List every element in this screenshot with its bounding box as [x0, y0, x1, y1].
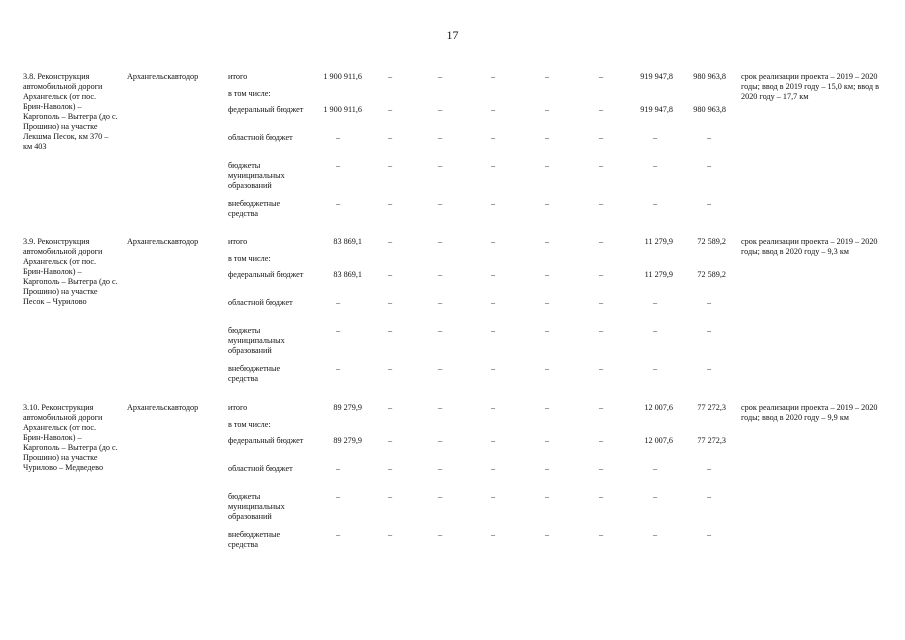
- empty-year-cell: –: [545, 237, 550, 246]
- empty-year-cell: –: [388, 133, 393, 142]
- total-amount: –: [335, 464, 341, 473]
- empty-year-cell: –: [491, 133, 496, 142]
- empty-year-cell: –: [388, 270, 393, 279]
- project-note: срок реализации проекта – 2019 – 2020 годы; ввод в 2020 году – 9,3 км: [741, 237, 878, 256]
- empty-year-cell: –: [438, 133, 443, 142]
- project-note: срок реализации проекта – 2019 – 2020 годы; ввод в 2020 году – 9,9 км: [741, 403, 878, 422]
- funding-source-label: бюджеты муниципальных образований: [228, 492, 285, 521]
- amount-2020: –: [706, 326, 712, 335]
- empty-year-cell: –: [438, 530, 443, 539]
- empty-year-cell: –: [438, 326, 443, 335]
- amount-2020: –: [706, 492, 712, 501]
- amount-2020: 77 272,3: [697, 436, 726, 445]
- project-note: срок реализации проекта – 2019 – 2020 годы; ввод в 2019 году – 15,0 км; ввод в 2020 году – 17,7 км: [741, 72, 880, 101]
- empty-year-cell: –: [438, 237, 443, 246]
- empty-year-cell: –: [491, 161, 496, 170]
- project-executor: Архангельскавтодор: [127, 72, 199, 81]
- empty-year-cell: –: [545, 298, 550, 307]
- project-name: 3.8. Реконструкция автомобильной дороги Архангельск (от пос. Брин-Наволок) – Каргополь – Вытегра (до с. Прошино) на участке Лекшма Песок, км 370 – км 403: [23, 72, 118, 151]
- empty-year-cell: –: [545, 492, 550, 501]
- amount-2019: 11 279,9: [644, 270, 673, 279]
- empty-year-cell: –: [599, 72, 604, 81]
- empty-year-cell: –: [491, 403, 496, 412]
- amount-2019: –: [652, 199, 658, 208]
- amount-2019: 12 007,6: [644, 403, 673, 412]
- project-executor: Архангельскавтодор: [127, 403, 199, 412]
- amount-2020: –: [706, 298, 712, 307]
- amount-2019: 12 007,6: [644, 436, 673, 445]
- amount-2020: 77 272,3: [697, 403, 726, 412]
- empty-year-cell: –: [438, 364, 443, 373]
- empty-year-cell: –: [388, 237, 393, 246]
- empty-year-cell: –: [545, 270, 550, 279]
- empty-year-cell: –: [599, 105, 604, 114]
- empty-year-cell: –: [545, 364, 550, 373]
- empty-year-cell: –: [438, 492, 443, 501]
- funding-source-label: областной бюджет: [228, 298, 293, 307]
- total-amount: 89 279,9: [333, 436, 362, 445]
- total-amount: 89 279,9: [333, 403, 362, 412]
- empty-year-cell: –: [491, 326, 496, 335]
- empty-year-cell: –: [599, 530, 604, 539]
- empty-year-cell: –: [491, 492, 496, 501]
- amount-2020: –: [706, 464, 712, 473]
- funding-source-label: в том числе:: [228, 420, 271, 429]
- funding-source-label: в том числе:: [228, 89, 271, 98]
- empty-year-cell: –: [491, 270, 496, 279]
- empty-year-cell: –: [599, 270, 604, 279]
- total-amount: –: [335, 492, 341, 501]
- empty-year-cell: –: [599, 403, 604, 412]
- empty-year-cell: –: [545, 326, 550, 335]
- empty-year-cell: –: [491, 436, 496, 445]
- funding-source-label: в том числе:: [228, 254, 271, 263]
- empty-year-cell: –: [545, 403, 550, 412]
- funding-source-label: федеральный бюджет: [228, 270, 304, 279]
- project-executor: Архангельскавтодор: [127, 237, 199, 246]
- amount-2020: –: [706, 199, 712, 208]
- amount-2020: 72 589,2: [697, 270, 726, 279]
- empty-year-cell: –: [599, 298, 604, 307]
- funding-source-label: областной бюджет: [228, 133, 293, 142]
- total-amount: –: [335, 298, 341, 307]
- amount-2020: –: [706, 364, 712, 373]
- empty-year-cell: –: [388, 403, 393, 412]
- empty-year-cell: –: [599, 326, 604, 335]
- amount-2019: –: [652, 161, 658, 170]
- empty-year-cell: –: [491, 298, 496, 307]
- funding-source-label: бюджеты муниципальных образований: [228, 326, 285, 355]
- empty-year-cell: –: [545, 464, 550, 473]
- project-name: 3.10. Реконструкция автомобильной дороги Архангельск (от пос. Брин-Наволок) – Каргополь – Вытегра (до с. Прошино) на участке Чурилово – Медведево: [23, 403, 118, 472]
- total-amount: –: [335, 161, 341, 170]
- amount-2019: –: [652, 530, 658, 539]
- empty-year-cell: –: [599, 237, 604, 246]
- amount-2020: 72 589,2: [697, 237, 726, 246]
- page-number: 17: [446, 28, 459, 42]
- total-amount: –: [335, 364, 341, 373]
- total-amount: 1 900 911,6: [323, 105, 362, 114]
- empty-year-cell: –: [599, 492, 604, 501]
- empty-year-cell: –: [388, 530, 393, 539]
- empty-year-cell: –: [438, 161, 443, 170]
- funding-source-label: итого: [228, 403, 248, 412]
- total-amount: 1 900 911,6: [323, 72, 362, 81]
- amount-2019: –: [652, 364, 658, 373]
- total-amount: 83 869,1: [333, 270, 362, 279]
- amount-2020: –: [706, 133, 712, 142]
- empty-year-cell: –: [438, 436, 443, 445]
- total-amount: –: [335, 133, 341, 142]
- empty-year-cell: –: [388, 436, 393, 445]
- empty-year-cell: –: [438, 72, 443, 81]
- empty-year-cell: –: [388, 72, 393, 81]
- empty-year-cell: –: [388, 326, 393, 335]
- amount-2020: 980 963,8: [693, 105, 726, 114]
- total-amount: –: [335, 199, 341, 208]
- empty-year-cell: –: [491, 364, 496, 373]
- total-amount: –: [335, 530, 341, 539]
- amount-2020: 980 963,8: [693, 72, 726, 81]
- empty-year-cell: –: [545, 530, 550, 539]
- empty-year-cell: –: [438, 298, 443, 307]
- funding-source-label: итого: [228, 72, 248, 81]
- empty-year-cell: –: [438, 403, 443, 412]
- amount-2019: –: [652, 326, 658, 335]
- project-name: 3.9. Реконструкция автомобильной дороги Архангельск (от пос. Брин-Наволок) – Каргополь – Вытегра (до с. Прошино) на участке Песок – Чурилово: [23, 237, 118, 306]
- empty-year-cell: –: [491, 199, 496, 208]
- empty-year-cell: –: [599, 464, 604, 473]
- empty-year-cell: –: [599, 436, 604, 445]
- empty-year-cell: –: [599, 133, 604, 142]
- funding-source-label: внебюджетные средства: [228, 364, 281, 383]
- amount-2020: –: [706, 530, 712, 539]
- empty-year-cell: –: [599, 161, 604, 170]
- empty-year-cell: –: [388, 492, 393, 501]
- empty-year-cell: –: [545, 72, 550, 81]
- funding-source-label: федеральный бюджет: [228, 436, 304, 445]
- empty-year-cell: –: [491, 72, 496, 81]
- empty-year-cell: –: [438, 199, 443, 208]
- empty-year-cell: –: [491, 464, 496, 473]
- empty-year-cell: –: [388, 105, 393, 114]
- amount-2019: –: [652, 492, 658, 501]
- empty-year-cell: –: [491, 237, 496, 246]
- empty-year-cell: –: [599, 364, 604, 373]
- amount-2020: –: [706, 161, 712, 170]
- empty-year-cell: –: [545, 133, 550, 142]
- empty-year-cell: –: [388, 464, 393, 473]
- empty-year-cell: –: [438, 270, 443, 279]
- empty-year-cell: –: [599, 199, 604, 208]
- empty-year-cell: –: [388, 364, 393, 373]
- funding-source-label: внебюджетные средства: [228, 199, 281, 218]
- amount-2019: 11 279,9: [644, 237, 673, 246]
- total-amount: –: [335, 326, 341, 335]
- funding-source-label: бюджеты муниципальных образований: [228, 161, 285, 190]
- amount-2019: 919 947,8: [640, 72, 673, 81]
- funding-source-label: федеральный бюджет: [228, 105, 304, 114]
- empty-year-cell: –: [491, 530, 496, 539]
- total-amount: 83 869,1: [333, 237, 362, 246]
- funding-source-label: областной бюджет: [228, 464, 293, 473]
- empty-year-cell: –: [545, 105, 550, 114]
- amount-2019: –: [652, 133, 658, 142]
- funding-source-label: итого: [228, 237, 248, 246]
- empty-year-cell: –: [388, 161, 393, 170]
- empty-year-cell: –: [545, 199, 550, 208]
- empty-year-cell: –: [545, 436, 550, 445]
- amount-2019: –: [652, 464, 658, 473]
- funding-source-label: внебюджетные средства: [228, 530, 281, 549]
- amount-2019: –: [652, 298, 658, 307]
- empty-year-cell: –: [438, 464, 443, 473]
- amount-2019: 919 947,8: [640, 105, 673, 114]
- empty-year-cell: –: [388, 298, 393, 307]
- empty-year-cell: –: [491, 105, 496, 114]
- empty-year-cell: –: [438, 105, 443, 114]
- empty-year-cell: –: [545, 161, 550, 170]
- empty-year-cell: –: [388, 199, 393, 208]
